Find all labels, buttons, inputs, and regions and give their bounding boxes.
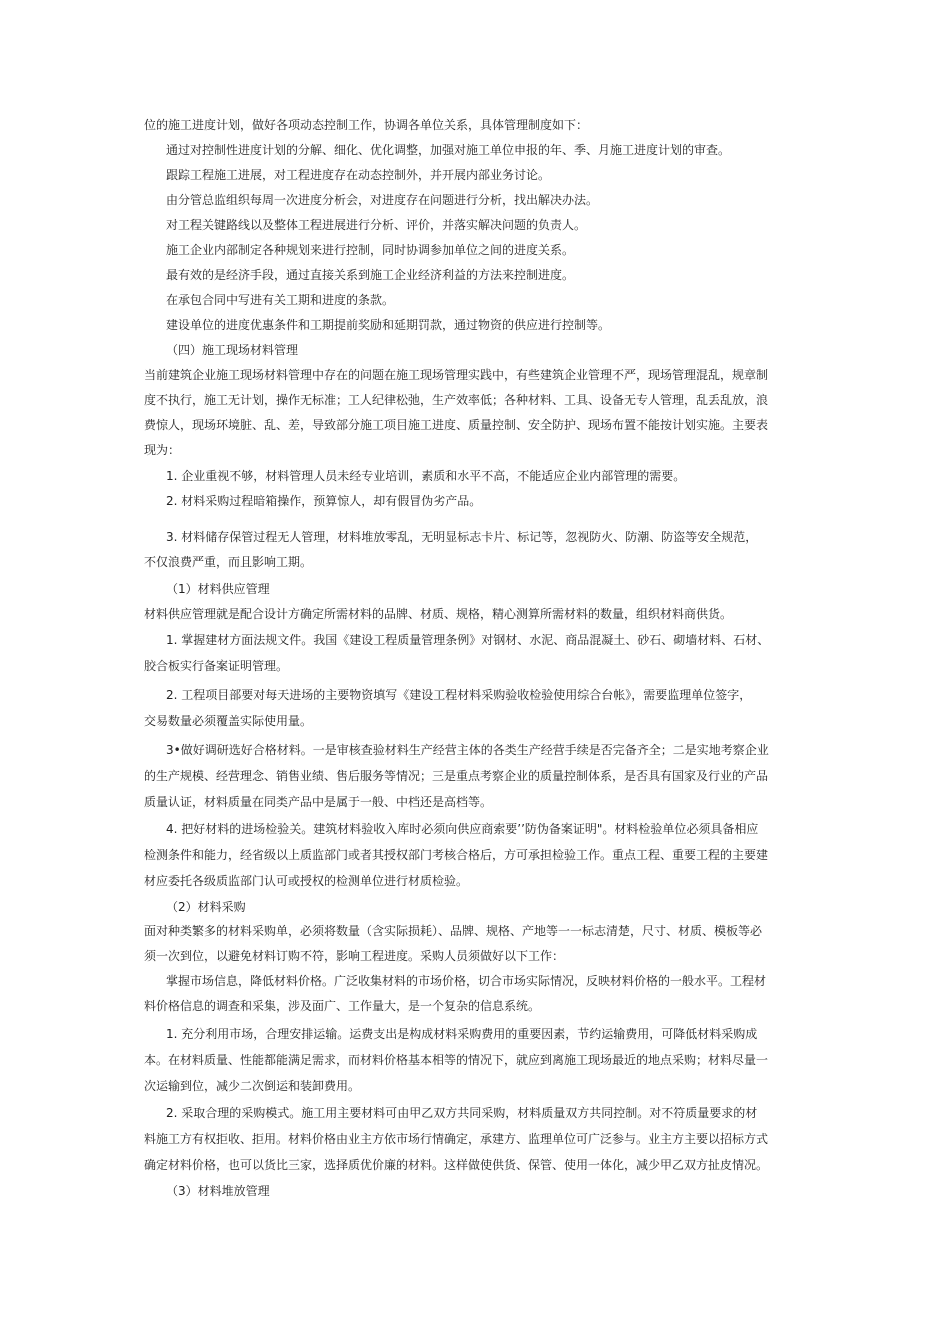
paragraph (144, 922, 810, 972)
text-line: 由分管总监组织每周一次进度分析会，对进度存在问题进行分析，找出解决办法。 (166, 193, 599, 207)
text-line: 检测条件和能力，经省级以上质监部门或者其授权部门考核合格后，方可承担检验工作。重点工程、重要工程的主要建 (144, 848, 769, 862)
text-line: 3•做好调研选好合格材料。一是审核查验材料生产经营主体的各类生产经营手续是否完备齐全；二是实地考察企业 (166, 743, 769, 757)
text-line: 1. 企业重视不够，材料管理人员未经专业培训，素质和水平不高，不能适应企业内部管理的需要。 (166, 469, 686, 483)
section-heading (144, 341, 832, 358)
list-item (144, 686, 810, 738)
text-line: 材应委托各级质监部门认可或授权的检测单位进行材质检验。 (144, 874, 469, 888)
text-line: 2. 工程项目部要对每天进场的主要物资填写《建设工程材料采购验收检验使用综合台帐》，需要监理单位签字， (166, 688, 752, 702)
text-line: 质量认证，材料质量在同类产品中是属于一般、中档还是高档等。 (144, 795, 493, 809)
paragraph (144, 291, 832, 308)
text-line: （四）施工现场材料管理 (166, 343, 299, 357)
text-line: 4. 把好材料的进场检验关。建筑材料验收入库时必须向供应商索要’’防伪备案证明"。材料检验单位必须具备相应 (166, 822, 759, 836)
paragraph (144, 191, 832, 208)
text-line: （3）材料堆放管理 (166, 1184, 270, 1198)
text-line: 最有效的是经济手段，通过直接关系到施工企业经济利益的方法来控制进度。 (166, 268, 575, 282)
text-line: 交易数量必须覆盖实际使用量。 (144, 714, 313, 728)
text-line: 现为： (144, 443, 181, 457)
paragraph (144, 316, 832, 333)
paragraph (144, 166, 832, 183)
text-line: 费惊人，现场环境脏、乱、差，导致部分施工项目施工进度、质量控制、安全防护、现场布置不能按计划实施。主要表 (144, 418, 769, 432)
text-line: 1. 充分利用市场，合理安排运输。运费支出是构成材料采购费用的重要因素，节约运输费用，可降低材料采购成 (166, 1027, 758, 1041)
paragraph (144, 116, 810, 133)
text-line: 位的施工进度计划，做好各项动态控制工作，协调各单位关系，具体管理制度如下： (144, 118, 589, 132)
list-item (144, 528, 810, 578)
text-line: 胶合板实行备案证明管理。 (144, 659, 289, 673)
text-line: 通过对控制性进度计划的分解、细化、优化调整，加强对施工单位申报的年、季、月施工进度计划的审查。 (166, 143, 731, 157)
paragraph (144, 141, 832, 158)
text-line: 对工程关键路线以及整体工程进展进行分析、评价，并落实解决问题的负责人。 (166, 218, 587, 232)
text-line: 须一次到位，以避免材料订购不符，影响工程进度。采购人员须做好以下工作： (144, 949, 565, 963)
paragraph (144, 605, 810, 622)
text-line: 施工企业内部制定各种规划来进行控制，同时协调参加单位之间的进度关系。 (166, 243, 575, 257)
paragraph (144, 266, 832, 283)
text-line: 建设单位的进度优惠条件和工期提前奖励和延期罚款，通过物资的供应进行控制等。 (166, 318, 611, 332)
text-line: 掌握市场信息，降低材料价格。广泛收集材料的市场价格，切合市场实际情况，反映材料价格的一般水平。工程材 (166, 974, 767, 988)
text-line: 确定材料价格，也可以货比三家，选择质优价廉的材料。这样做使供货、保管、使用一体化，减少甲乙双方扯皮情况。 (144, 1158, 769, 1172)
text-line: 不仅浪费严重，而且影响工期。 (144, 555, 313, 569)
list-item (144, 631, 810, 683)
text-line: 3. 材料储存保管过程无人管理，材料堆放零乱，无明显标志卡片、标记等，忽视防火、防潮、防盗等安全规范， (166, 530, 758, 544)
list-item (144, 1104, 810, 1182)
paragraph (144, 241, 832, 258)
text-line: （1）材料供应管理 (166, 582, 270, 596)
text-line: 度不执行，施工无计划，操作无标准；工人纪律松弛，生产效率低；各种材料、工具、设备无专人管理，乱丢乱放，浪 (144, 393, 769, 407)
list-item (144, 467, 832, 484)
subsection-heading (144, 1182, 832, 1199)
text-line: 材料供应管理就是配合设计方确定所需材料的品牌、材质、规格，精心测算所需材料的数量，组织材料商供货。 (144, 607, 733, 621)
paragraph (144, 216, 832, 233)
text-line: 的生产规模、经营理念、销售业绩、售后服务等情况；三是重点考察企业的质量控制体系，是否具有国家及行业的产品 (144, 769, 769, 783)
list-item (144, 741, 810, 819)
text-line: 次运输到位，减少二次倒运和装卸费用。 (144, 1079, 361, 1093)
text-line: 跟踪工程施工进展，对工程进度存在动态控制外，并开展内部业务讨论。 (166, 168, 551, 182)
text-line: （2）材料采购 (166, 900, 246, 914)
text-line: 面对种类繁多的材料采购单，必须将数量（含实际损耗）、品牌、规格、产地等一一标志清楚，尺寸、材质、模板等必 (144, 924, 763, 938)
text-line: 当前建筑企业施工现场材料管理中存在的问题在施工现场管理实践中，有些建筑企业管理不严，现场管理混乱，规章制 (144, 368, 769, 382)
list-item (144, 492, 832, 509)
subsection-heading (144, 898, 832, 915)
subsection-heading (144, 580, 832, 597)
text-line: 2. 材料采购过程暗箱操作，预算惊人，却有假冒伪劣产品。 (166, 494, 482, 508)
paragraph (144, 366, 810, 466)
text-line: 料价格信息的调查和采集，涉及面广、工作量大，是一个复杂的信息系统。 (144, 999, 541, 1013)
text-line: 1. 掌握建材方面法规文件。我国《建设工程质量管理条例》对钢材、水泥、商品混凝土、砂石、砌墙材料、石材、 (166, 633, 770, 647)
list-item (144, 1025, 810, 1103)
paragraph (144, 972, 810, 1022)
text-line: 料施工方有权拒收、拒用。材料价格由业主方依市场行情确定，承建方、监理单位可广泛参与。业主方主要以招标方式 (144, 1132, 769, 1146)
text-line: 本。在材料质量、性能都能满足需求，而材料价格基本相等的情况下，就应到离施工现场最近的地点采购；材料尽量一 (144, 1053, 769, 1067)
text-line: 2. 采取合理的采购模式。施工用主要材料可由甲乙双方共同采购，材料质量双方共同控制。对不符质量要求的材 (166, 1106, 758, 1120)
text-line: 在承包合同中写进有关工期和进度的条款。 (166, 293, 395, 307)
list-item (144, 820, 810, 898)
